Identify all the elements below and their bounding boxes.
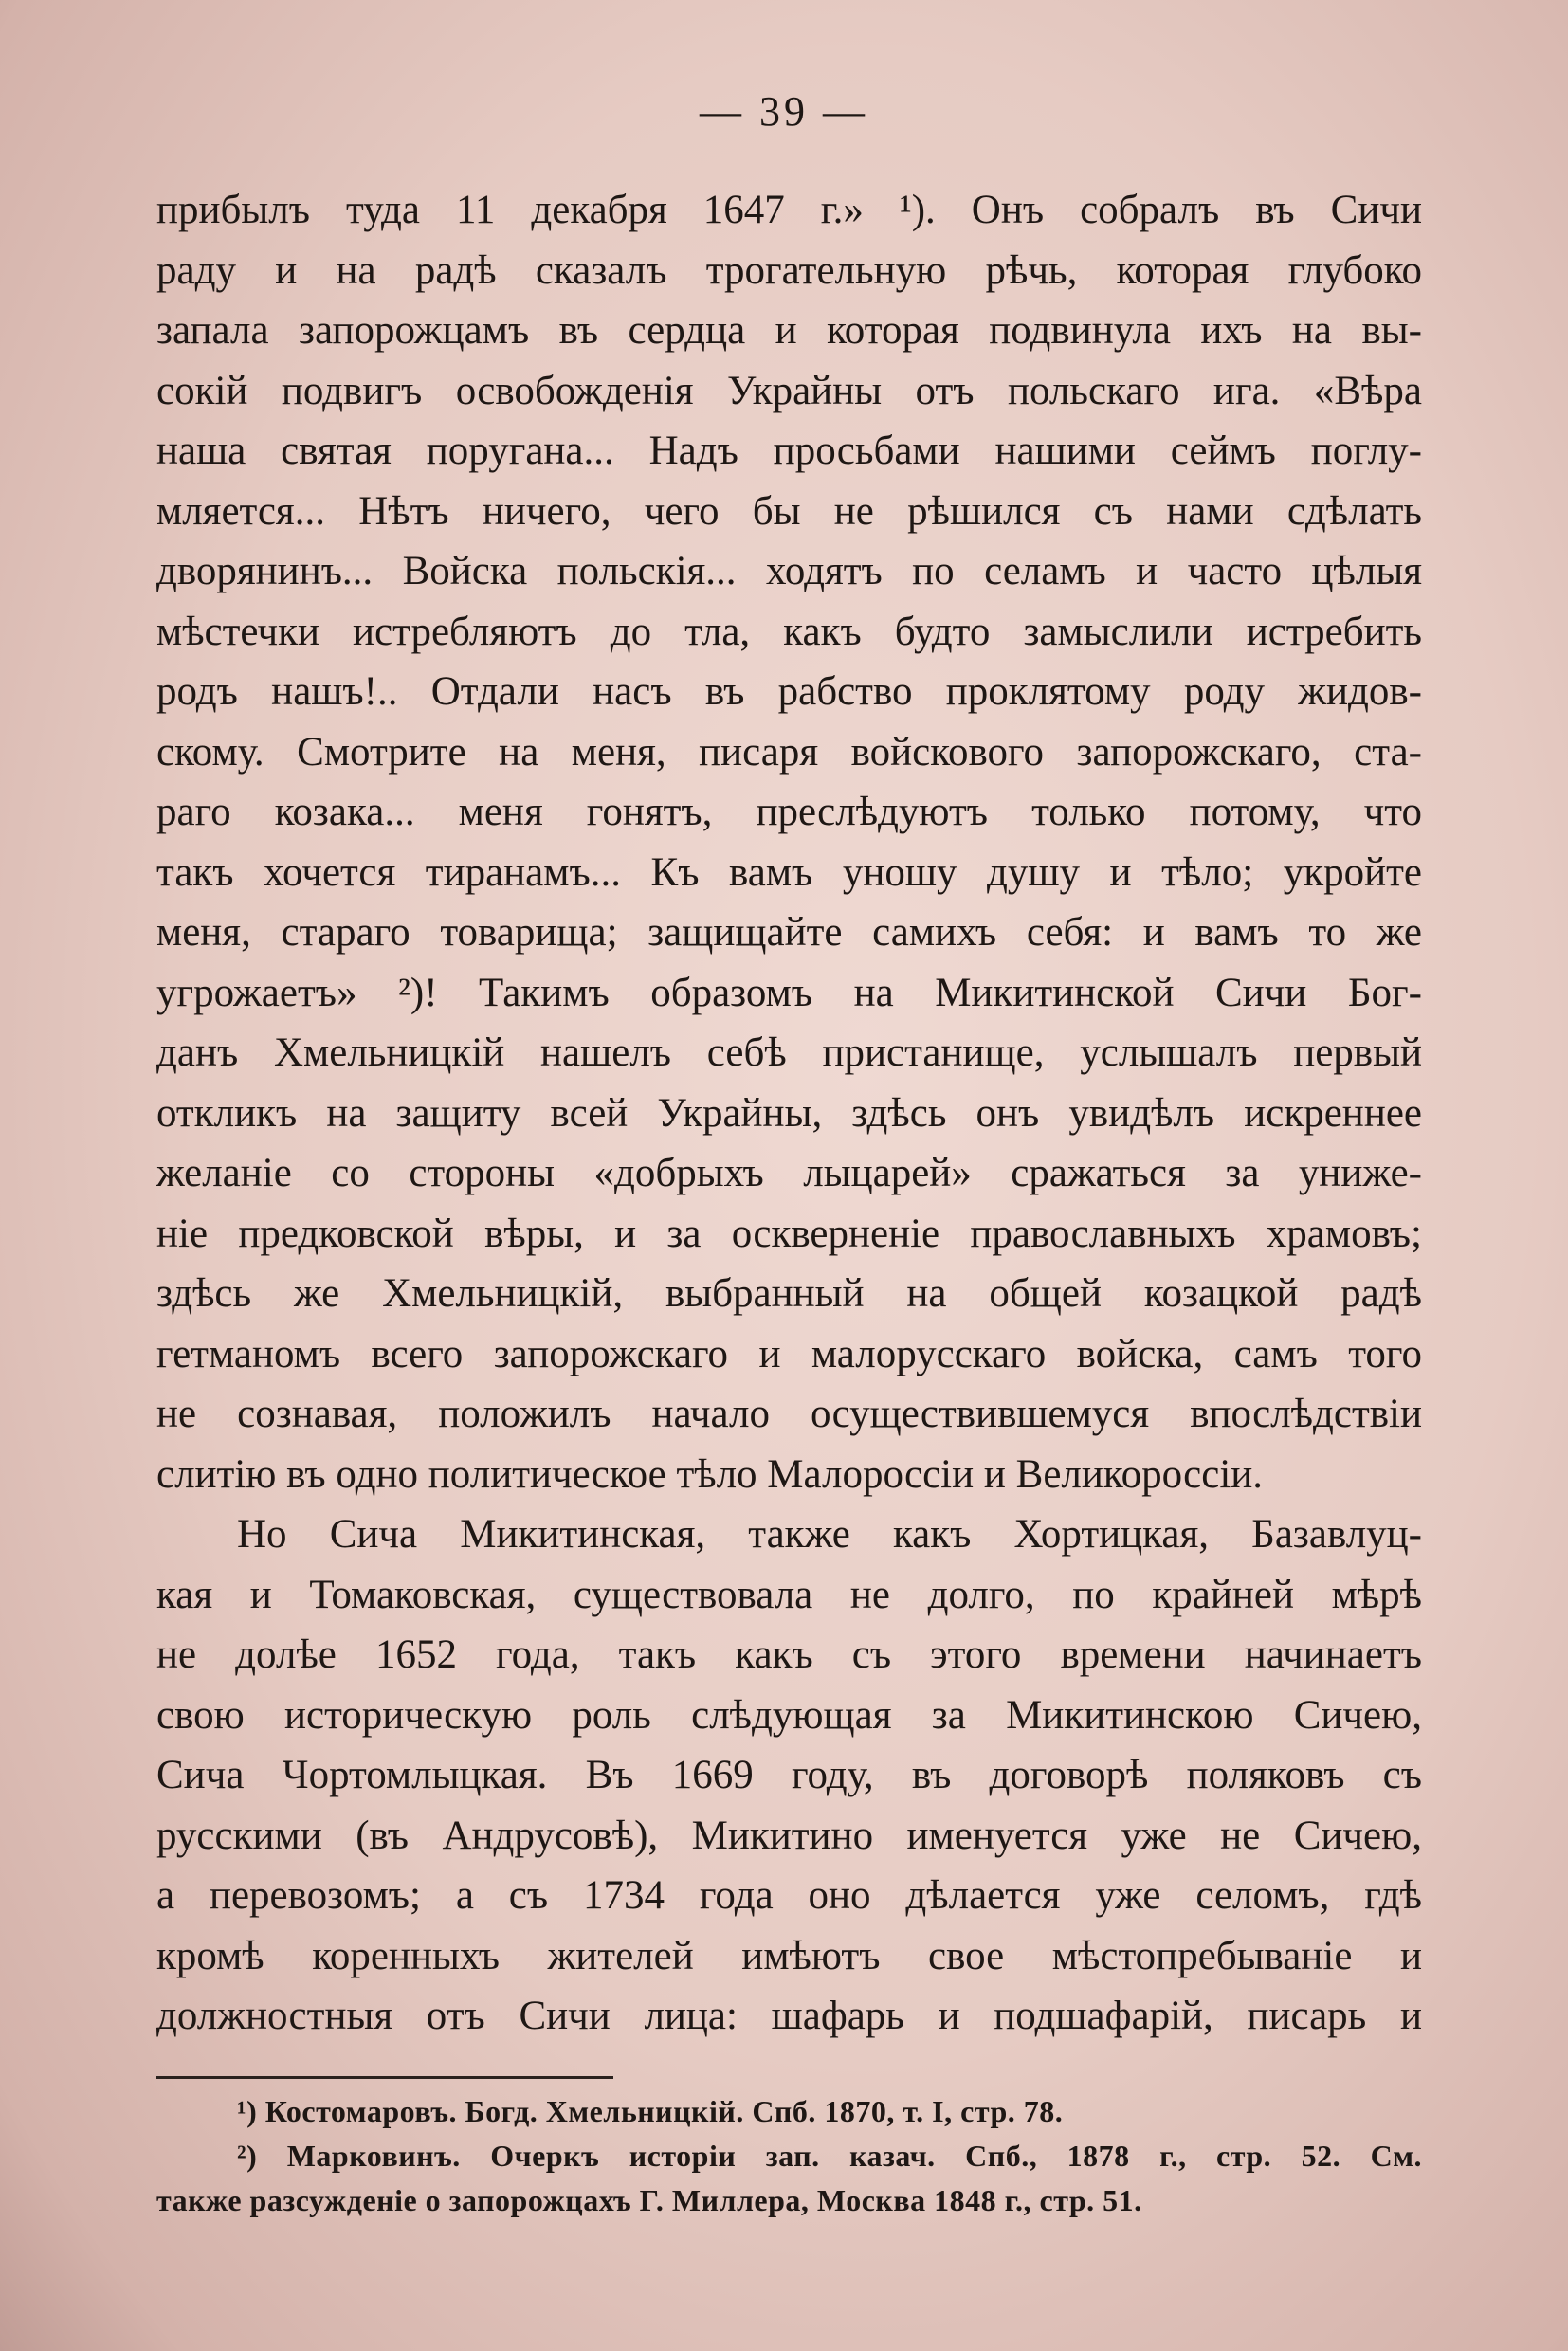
text-line: такъ хочется тиранамъ... Къ вамъ уношу душу и тѣло; укройте bbox=[156, 849, 1422, 895]
text-line: данъ Хмельницкій нашелъ себѣ пристанище, услышалъ первый bbox=[156, 1030, 1422, 1075]
body-text bbox=[156, 180, 1422, 2047]
text-line: здѣсь же Хмельницкій, выбранный на общей козацкой радѣ bbox=[156, 1271, 1422, 1316]
text-line: раго козака... меня гонятъ, преслѣдуютъ только потому, что bbox=[156, 790, 1422, 834]
text-line: кромѣ коренныхъ жителей имѣютъ свое мѣстопребываніе и bbox=[156, 1933, 1422, 1978]
footnote: ¹) Костомаровъ. Богд. Хмельницкій. Спб. 1870, т. I, стр. 78. bbox=[237, 2094, 1064, 2128]
text-line: должностныя отъ Сичи лица: шафарь и подшафарій, писарь и bbox=[156, 1994, 1422, 2038]
footnote-divider bbox=[156, 2076, 613, 2079]
text-line: гетманомъ всего запорожскаго и малорусскаго войска, самъ того bbox=[156, 1331, 1422, 1376]
text-line: прибылъ туда 11 декабря 1647 г.» ¹). Онъ собралъ въ Сичи bbox=[156, 188, 1422, 232]
text-line: откликъ на защиту всей Украйны, здѣсь онъ увидѣлъ искреннее bbox=[156, 1090, 1422, 1136]
text-line: желаніе со стороны «добрыхъ лыцарей» сражаться за униже- bbox=[156, 1151, 1422, 1195]
text-line: дворянинъ... Войска польскія... ходятъ по селамъ и часто цѣлыя bbox=[156, 549, 1422, 593]
text-line: не сознавая, положилъ начало осуществившемуся впослѣдствіи bbox=[156, 1392, 1422, 1436]
text-line: Но Сича Микитинская, также какъ Хортицкая, Базавлуц- bbox=[237, 1512, 1422, 1557]
text-line: свою историческую роль слѣдующая за Микитинскою Сичею, bbox=[156, 1692, 1422, 1738]
text-line: скому. Смотрите на меня, писаря войскового запорожскаго, ста- bbox=[156, 729, 1422, 775]
text-line: русскими (въ Андрусовѣ), Микитино именуется уже не Сичею, bbox=[156, 1813, 1422, 1858]
text-line: сокій подвигъ освобожденія Украйны отъ польскаго ига. «Вѣра bbox=[156, 368, 1422, 413]
text-line: кая и Томаковская, существовала не долго, по крайней мѣрѣ bbox=[156, 1572, 1422, 1617]
text-line: наша святая поругана... Надъ просьбами нашими сеймъ поглу- bbox=[156, 428, 1422, 473]
text-line: меня, стараго товарища; защищайте самихъ себя: и вамъ то же bbox=[156, 910, 1422, 955]
text-line: угрожаетъ» ²)! Такимъ образомъ на Микитинской Сичи Бог- bbox=[156, 970, 1422, 1015]
text-line: раду и на радѣ сказалъ трогательную рѣчь, которая глубоко bbox=[156, 247, 1422, 293]
text-line: ніе предковской вѣры, и за оскверненіе православныхъ храмовъ; bbox=[156, 1211, 1422, 1256]
footnotes bbox=[156, 2089, 1422, 2223]
text-line: Сича Чортомлыцкая. Въ 1669 году, въ договорѣ поляковъ съ bbox=[156, 1753, 1422, 1797]
page-number: — 39 — bbox=[700, 88, 868, 135]
text-line: запала запорожцамъ въ сердца и которая подвинула ихъ на вы- bbox=[156, 308, 1422, 353]
text-line: мляется... Нѣтъ ничего, чего бы не рѣшился съ нами сдѣлать bbox=[156, 488, 1422, 534]
footnote: также разсужденіе о запорожцахъ Г. Миллера, Москва 1848 г., стр. 51. bbox=[156, 2183, 1142, 2217]
text-line: не долѣе 1652 года, такъ какъ съ этого времени начинаетъ bbox=[156, 1632, 1422, 1677]
text-line: родъ нашъ!.. Отдали насъ въ рабство проклятому роду жидов- bbox=[156, 669, 1422, 714]
text-line: а перевозомъ; а съ 1734 года оно дѣлается уже селомъ, гдѣ bbox=[156, 1873, 1422, 1918]
text-line: слитію въ одно политическое тѣло Малороссіи и Великороссіи. bbox=[156, 1451, 1264, 1497]
footnote: ²) Марковинъ. Очеркъ исторіи зап. казач. Спб., 1878 г., стр. 52. См. bbox=[237, 2139, 1422, 2173]
text-line: мѣстечки истребляютъ до тла, какъ будто замыслили истребить bbox=[156, 609, 1422, 654]
